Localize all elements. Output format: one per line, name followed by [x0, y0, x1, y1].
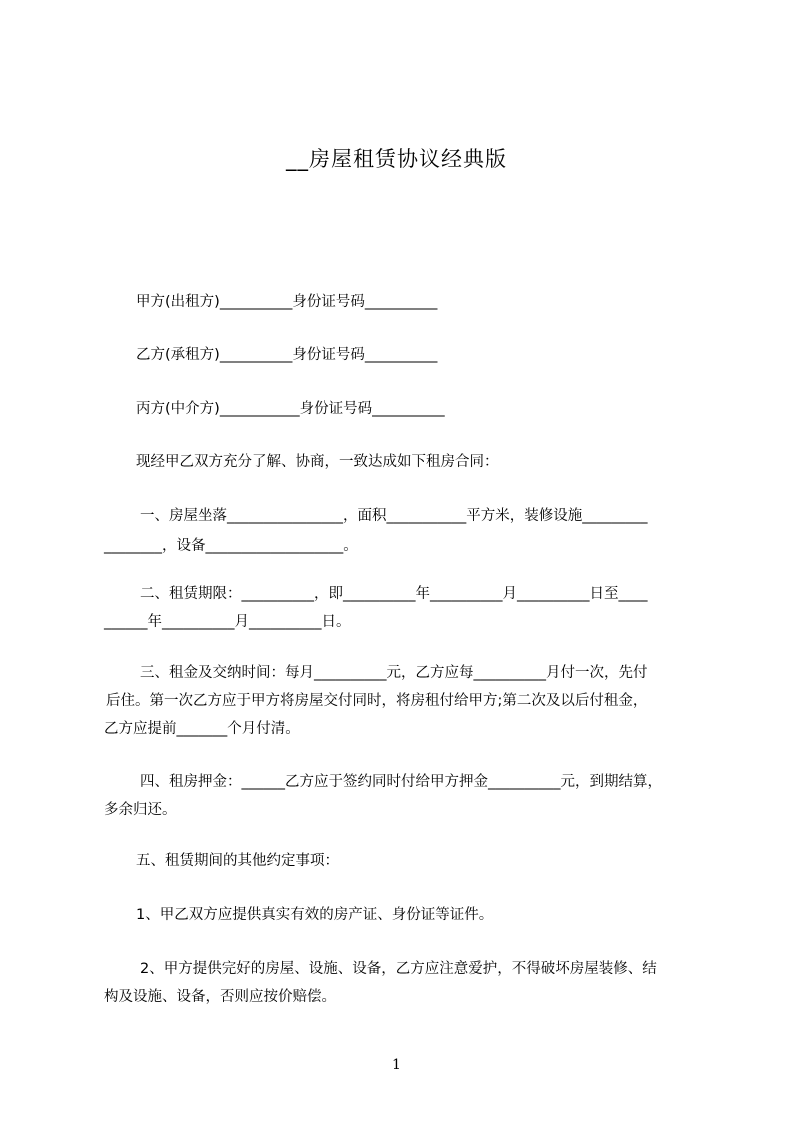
party-b-line: 乙方(承租方)__________身份证号码__________ — [136, 347, 438, 363]
clause-1-line-2: ________，设备___________________。 — [104, 538, 358, 554]
clause-1-line-1: 一、房屋坐落________________，面积___________平方米，装修设施_________ — [140, 508, 648, 524]
clause-4-line-2: 多余归还。 — [104, 802, 177, 818]
clause-3-line-2: 后住。第一次乙方应于甲方将房屋交付同时，将房租付给甲方;第二次及以后付租金， — [106, 693, 648, 709]
document-title: __房屋租赁协议经典版 — [286, 147, 507, 171]
clause-5-item-2-line-2: 构及设施、设备，否则应按价赔偿。 — [104, 989, 336, 1005]
page-number: 1 — [392, 1057, 401, 1073]
clause-2-line-2: ______年__________月__________日。 — [104, 614, 351, 630]
clause-4-line-1: 四、租房押金：______乙方应于签约同时付给甲方押金__________元，到期结算， — [140, 774, 662, 790]
clause-2-line-1: 二、租赁期限：__________，即__________年__________月__________日至____ — [140, 586, 648, 602]
intro-paragraph: 现经甲乙双方充分了解、协商，一致达成如下租房合同： — [136, 454, 499, 470]
clause-3-line-3: 乙方应提前_______个月付清。 — [104, 721, 300, 737]
clause-5-item-1: 1、甲乙双方应提供真实有效的房产证、身份证等证件。 — [136, 907, 494, 923]
clause-3-line-1: 三、租金及交纳时间：每月__________元，乙方应每__________月付一次，先付 — [140, 665, 648, 681]
clause-5-item-2-line-1: 2、甲方提供完好的房屋、设施、设备，乙方应注意爱护，不得破坏房屋装修、结 — [140, 961, 657, 977]
party-a-line: 甲方(出租方)__________身份证号码__________ — [136, 294, 438, 310]
clause-5-heading: 五、租赁期间的其他约定事项： — [136, 853, 339, 869]
party-c-line: 丙方(中介方)___________身份证号码__________ — [136, 401, 445, 417]
